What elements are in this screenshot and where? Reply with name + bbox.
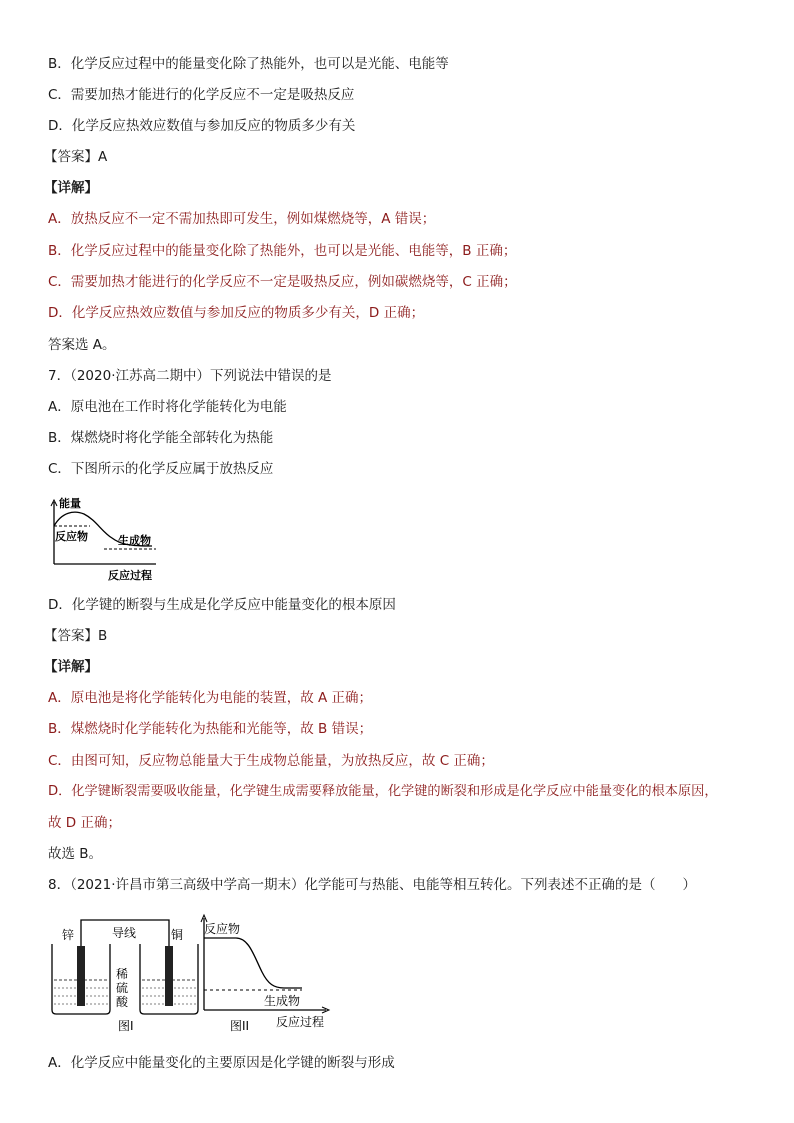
q8-wire-label: 导线 — [112, 926, 137, 940]
q8-fig2-reactant-label: 反应物 — [204, 922, 241, 936]
q8-fig2-product-label: 生成物 — [264, 994, 301, 1008]
q8-acid-label-3: 酸 — [116, 995, 129, 1009]
q8-fig2-curve — [204, 938, 302, 988]
q8-copper-electrode — [165, 946, 173, 1006]
q7-energy-diagram-svg — [40, 492, 170, 584]
q7-explain-d-line1: D．化学键断裂需要吸收能量，化学键生成需要释放能量，化学键的断裂和形成是化学反应中能量变化的根本原因， — [48, 784, 718, 799]
q7-answer: 【答案】B — [44, 628, 108, 644]
q7-reactant-label: 反应物 — [55, 530, 88, 543]
q7-explain-b: B．煤燃烧时化学能转化为热能和光能等，故 B 错误； — [48, 721, 373, 737]
q8-option-a: A．化学反应中能量变化的主要原因是化学键的断裂与形成 — [48, 1055, 395, 1071]
q8-fig1-caption: 图I — [118, 1019, 134, 1033]
q8-copper-label: 铜 — [171, 928, 184, 942]
q6-option-c: C．需要加热才能进行的化学反应不一定是吸热反应 — [48, 87, 355, 103]
q7-stem: 7．（2020·江苏高二期中）下列说法中错误的是 — [48, 368, 332, 384]
q8-fig2-caption: 图II — [230, 1019, 250, 1033]
q7-explain-c: C．由图可知，反应物总能量大于生成物总能量，为放热反应，故 C 正确； — [48, 753, 494, 769]
q7-explain-a: A．原电池是将化学能转化为电能的装置，故 A 正确； — [48, 690, 373, 706]
q8-stem: 8．（2021·许昌市第三高级中学高一期末）化学能可与热能、电能等相互转化。下列表述不正确的是（ ） — [48, 877, 696, 893]
q7-option-b: B．煤燃烧时将化学能全部转化为热能 — [48, 430, 274, 446]
q7-y-label: 能量 — [59, 497, 81, 510]
q8-zinc-electrode — [77, 946, 85, 1006]
q7-x-label: 反应过程 — [108, 569, 152, 582]
q7-product-label: 生成物 — [118, 534, 151, 547]
q6-option-d: D．化学反应热效应数值与参加反应的物质多少有关 — [48, 118, 356, 134]
q6-option-b: B．化学反应过程中的能量变化除了热能外，也可以是光能、电能等 — [48, 56, 449, 72]
q6-explain-a: A．放热反应不一定不需加热即可发生，例如煤燃烧等，A 错误； — [48, 211, 436, 227]
q7-conclusion: 故选 B。 — [48, 846, 103, 862]
q7-option-c: C．下图所示的化学反应属于放热反应 — [48, 461, 274, 477]
q8-acid-label-1: 稀 — [116, 967, 129, 981]
q7-option-d: D．化学键的断裂与生成是化学反应中能量变化的根本原因 — [48, 597, 396, 613]
q6-conclusion: 答案选 A。 — [48, 337, 116, 353]
q8-zinc-label: 锌 — [62, 928, 75, 942]
q6-explain-d: D．化学反应热效应数值与参加反应的物质多少有关，D 正确； — [48, 305, 425, 321]
q7-energy-diagram — [40, 492, 170, 584]
q6-explain-heading: 【详解】 — [44, 180, 98, 196]
q6-answer: 【答案】A — [44, 149, 108, 165]
q7-explain-d-line2: 故 D 正确； — [48, 815, 121, 831]
q8-fig2-x-label: 反应过程 — [276, 1015, 325, 1029]
q7-explain-heading: 【详解】 — [44, 659, 98, 675]
q8-acid-label-2: 硫 — [116, 981, 129, 995]
q8-figures — [44, 906, 344, 1038]
q7-option-a: A．原电池在工作时将化学能转化为电能 — [48, 399, 287, 415]
q6-explain-c: C．需要加热才能进行的化学反应不一定是吸热反应，例如碳燃烧等，C 正确； — [48, 274, 517, 290]
q8-figures-svg — [44, 906, 344, 1038]
q6-explain-b: B．化学反应过程中的能量变化除了热能外，也可以是光能、电能等，B 正确； — [48, 243, 517, 259]
